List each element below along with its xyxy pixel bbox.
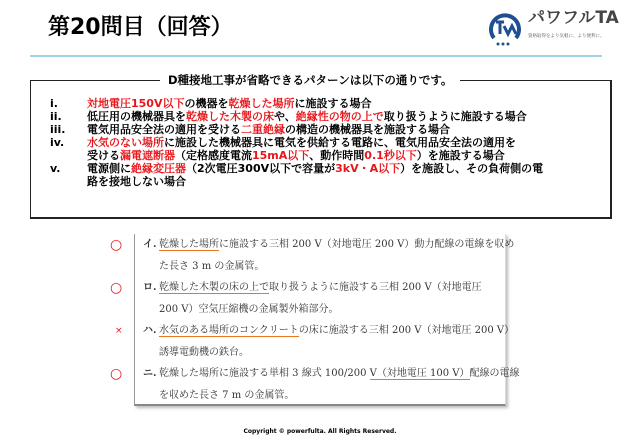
- highlight-text: 15mA以下: [252, 149, 310, 162]
- rule-number: ii.: [50, 110, 62, 123]
- highlight-text: 乾燥した木製の床: [186, 110, 274, 123]
- text-segment: 電気用品安全法の適用を受ける: [87, 123, 241, 136]
- rule-number: i.: [50, 97, 58, 110]
- rule-text: [87, 162, 632, 175]
- option-line: [143, 277, 482, 299]
- rule-number: iv.: [50, 136, 65, 149]
- rule-number: v.: [50, 162, 61, 175]
- rule-item: [50, 123, 632, 136]
- underlined-text: 乾燥した木製の床の上で: [159, 282, 269, 293]
- header-divider: [30, 55, 602, 57]
- highlight-text: 対地電圧150V以下: [87, 97, 185, 110]
- option-line: [143, 363, 520, 385]
- text-segment: に施設する場合: [294, 97, 372, 110]
- correct-mark-icon: ○: [110, 366, 123, 382]
- highlight-text: 絶縁変圧器: [131, 162, 186, 175]
- option-line: [143, 342, 514, 364]
- highlight-text: 水気のない場所: [87, 136, 164, 149]
- option-item: [143, 320, 514, 363]
- rule-text: [87, 110, 632, 123]
- option-item: [143, 277, 482, 320]
- rule-text: [87, 175, 632, 188]
- text-segment: 取り扱うように施設する場合: [383, 110, 527, 123]
- text-segment: の床に施設する三相 200 V（対地電圧 200 V）: [298, 325, 515, 336]
- rule-item: [50, 149, 632, 162]
- text-segment: の機器を: [184, 97, 229, 110]
- text-segment: 受ける: [87, 149, 120, 162]
- option-line: [143, 299, 482, 321]
- rule-text: [87, 136, 632, 149]
- highlight-text: 二重絶縁: [241, 123, 285, 136]
- page-title: 第20問目（回答）: [48, 15, 233, 40]
- rule-number: [50, 175, 87, 188]
- option-line: [143, 256, 514, 278]
- text-segment: 低圧用の機械器具を: [87, 110, 186, 123]
- highlight-text: 漏電遮断器: [120, 149, 175, 162]
- text-segment: （定格感度電流: [175, 149, 252, 162]
- text-segment: に施設した機械器具に電気を供給する電路に、電気用品安全法の適用を: [164, 136, 516, 149]
- text-segment: （2次電圧300V以下で容量が: [186, 162, 336, 175]
- text-segment: を収めた長さ 7 m の金属管。: [159, 389, 295, 401]
- rule-text: [87, 97, 632, 110]
- rule-number: iii.: [50, 123, 66, 136]
- answer-options-image: [134, 234, 520, 406]
- text-segment: 電源側に: [87, 162, 131, 175]
- logo-tagline: 資格取得をより気軽に、より便利に。: [528, 34, 605, 39]
- rule-item: [50, 136, 632, 149]
- highlight-text: 0.1秒以下: [364, 149, 417, 162]
- rule-text: [87, 149, 632, 162]
- text-segment: や、: [274, 110, 296, 123]
- text-segment: ）を施設し、その負荷側の電: [400, 162, 544, 175]
- text-segment: 配線の電線: [469, 368, 520, 379]
- logo-name: パワフルTA: [528, 8, 619, 28]
- option-label: ハ.: [143, 325, 157, 336]
- logo-icon: [486, 8, 524, 48]
- correct-mark-icon: ○: [110, 280, 123, 296]
- underlined-text: 乾燥した場所: [159, 239, 219, 250]
- text-segment: 200 V）空気圧縮機の金属製外箱部分。: [159, 303, 339, 315]
- highlight-text: 絶縁性の物の上で: [295, 110, 384, 123]
- option-item: [143, 234, 514, 277]
- text-segment: 乾燥した場所に施設する単相 3 線式 100/200: [159, 368, 370, 379]
- text-segment: 取り扱うように施設する三相 200 V（対地電圧: [269, 282, 482, 293]
- rule-item: [50, 162, 632, 175]
- text-segment: ）を施設する場合: [416, 149, 505, 162]
- option-line: [143, 385, 520, 407]
- text-segment: た長さ 3 m の金属管。: [159, 260, 265, 272]
- rules-box-title: D種接地工事が省略できるパターンは以下の通りです。: [160, 73, 460, 87]
- option-line: [143, 320, 514, 342]
- rule-item: [50, 110, 632, 123]
- text-segment: 路を接地しない場合: [87, 175, 186, 188]
- text-segment: の構造の機械器具を施設する場合: [285, 123, 450, 136]
- text-segment: 誘導電動機の鉄台。: [159, 346, 249, 358]
- underlined-text: V（対地電圧 100 V）: [369, 368, 470, 379]
- copyright: Copyright © powerfulta. All Rights Reserved.: [243, 428, 397, 435]
- correct-mark-icon: ○: [110, 237, 123, 253]
- option-item: [143, 363, 520, 406]
- option-label: イ.: [143, 239, 157, 250]
- incorrect-mark-icon: ×: [115, 326, 123, 336]
- option-line: [143, 234, 514, 256]
- text-segment: 、動作時間: [309, 149, 365, 162]
- logo: [486, 8, 626, 52]
- option-label: ロ.: [143, 282, 157, 293]
- underlined-text: 水気のある場所のコンクリート: [159, 325, 299, 336]
- text-segment: に施設する三相 200 V（対地電圧 200 V）動力配線の電線を収め: [219, 239, 515, 250]
- highlight-text: 3kV・A以下: [335, 162, 401, 175]
- option-label: ニ.: [143, 368, 157, 379]
- rule-item: [50, 97, 632, 110]
- rule-item: [50, 175, 632, 188]
- rules-list: [50, 97, 632, 188]
- rule-text: [87, 123, 632, 136]
- highlight-text: 乾燥した場所: [228, 97, 295, 110]
- rule-number: [50, 149, 87, 162]
